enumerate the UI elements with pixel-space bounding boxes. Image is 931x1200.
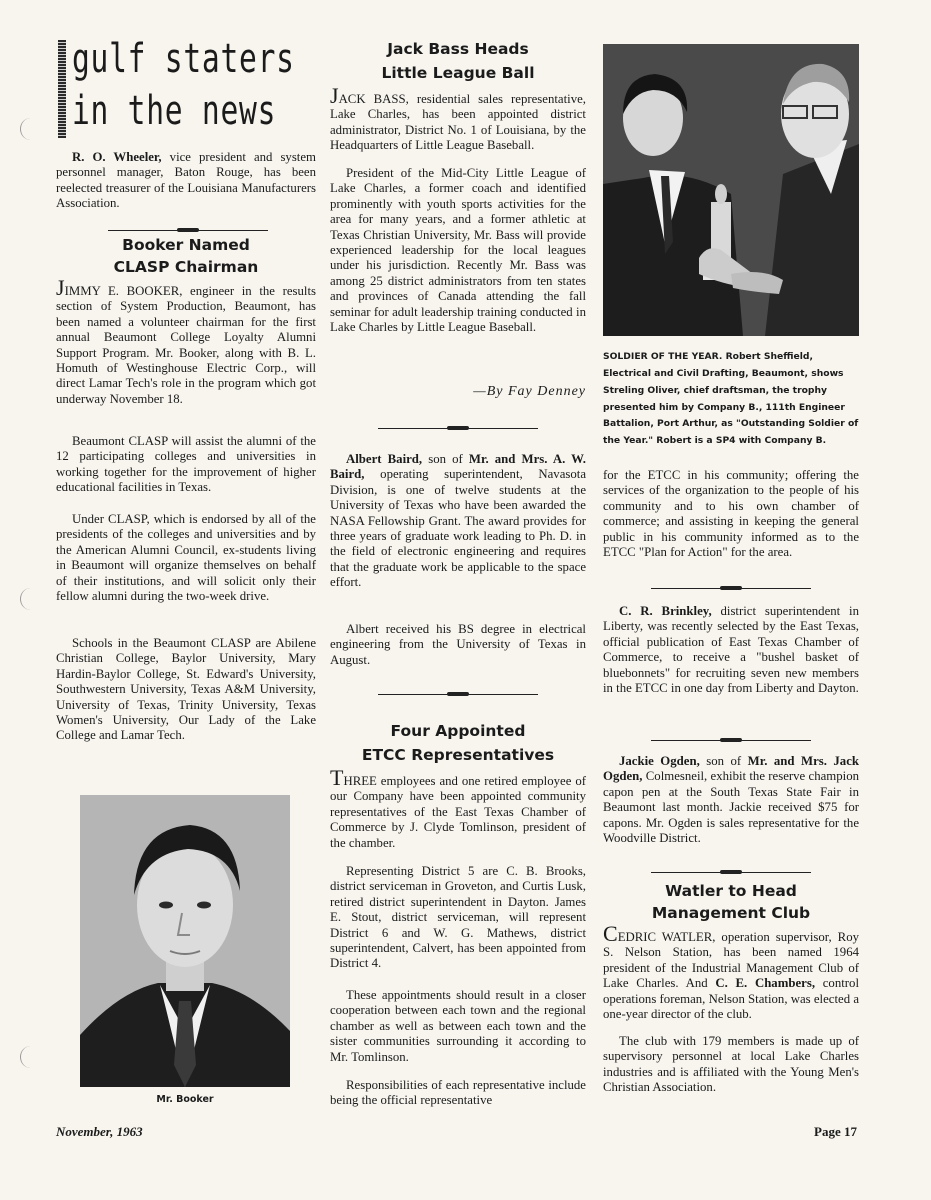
booker-paragraph-3: Under CLASP, which is endorsed by all of the presidents of the colleges and universities and by the American Alumni Council, ex-students living in Beaumont will organize themselves on behalf of their institutions, and will solicit only their fellow alumni during the two-week drive. xyxy=(56,512,316,604)
bass-byline: —By Fay Denney xyxy=(473,384,586,399)
binder-hole xyxy=(20,1046,41,1068)
ogden-paragraph xyxy=(603,754,859,846)
ogden-parents: Mr. and Mrs. Jack Ogden, xyxy=(603,754,860,784)
divider xyxy=(651,872,811,873)
baird-mid: son of xyxy=(422,452,469,466)
baird-paragraph-1 xyxy=(330,452,586,591)
booker-paragraph-1: JIMMY E. BOOKER, engineer in the results section of System Production, Beaumont, has been named a volunteer chairman for the first annual Beaumont College Loyalty Alumni Support Program. Mr. Booker, along with B. L. Homuth of Westinghouse Electric Corp., will direct Lamar Tech's role in the program which got underway November 18. xyxy=(56,275,316,406)
bass-headline-2: Little League Ball xyxy=(381,64,535,82)
wheeler-paragraph xyxy=(56,150,316,212)
watler-text-a: CEDRIC WATLER, operation supervisor, Roy S. Nelson Station, has been named 1964 president of the Industrial Management Club of Lake Charles. And xyxy=(603,921,859,991)
etcc-paragraph-4: Responsibilities of each representative include being the official representative xyxy=(330,1078,586,1108)
masthead-line-1: gulf staters xyxy=(72,36,295,82)
bass-paragraph-1: JACK BASS, residential sales representative, Lake Charles, has been appointed district administrator, District No. 1 of Louisiana, by the Headquarters of Little League Baseball. xyxy=(330,83,586,153)
divider xyxy=(651,740,811,741)
divider xyxy=(108,230,268,231)
etcc-paragraph-3: These appointments should result in a closer cooperation between each town and the regional chamber as well as between each town and the sister communities surrounding it according to Mr. Tomlinson. xyxy=(330,988,586,1064)
watler-chambers: C. E. Chambers, xyxy=(715,976,816,991)
baird-text: operating superintendent, Navasota Division, is one of twelve students at the University of Texas who have been awarded the NASA Fellowship Grant. The award provides for three years of graduate work leading to Ph. D. in the field of electronic engineering and requires that the graduate work be applicable to the space effort. xyxy=(330,467,586,590)
booker-photo-caption: Mr. Booker xyxy=(156,1094,214,1105)
booker-portrait xyxy=(80,795,290,1087)
divider xyxy=(378,428,538,429)
etcc-paragraph-1: THREE employees and one retired employee of our Company have been appointed community representatives of the East Texas Chamber of Commerce by J. Clyde Tomlinson, president of the chamber. xyxy=(330,765,586,850)
masthead-line-2: in the news xyxy=(72,88,277,134)
booker-headline-2: CLASP Chairman xyxy=(113,258,259,276)
baird-name: Albert Baird, xyxy=(346,452,423,466)
watler-paragraph-1 xyxy=(603,921,859,1022)
brinkley-paragraph xyxy=(603,604,859,696)
footer-page-number: Page 17 xyxy=(814,1124,857,1139)
etcc-headline-2: ETCC Representatives xyxy=(361,746,555,764)
soldier-photo xyxy=(603,44,859,336)
watler-text-b: control operations foreman, Nelson Station, was elected a one-year director of the club. xyxy=(603,976,859,1022)
bass-headline-1: Jack Bass Heads xyxy=(387,40,529,58)
brinkley-text: district superintendent in Liberty, was recently selected by the East Texas, official publication of East Texas Chamber of Commerce, to receive a "bushel basket of bluebonnets" for recruiting seven new members in the ETCC in one day from Liberty and Dayton. xyxy=(603,604,859,696)
divider xyxy=(651,588,811,589)
wheeler-name: R. O. Wheeler, xyxy=(72,150,162,164)
ogden-name: Jackie Ogden, xyxy=(619,754,700,768)
etcc-paragraph-5: for the ETCC in his community; offering the services of the organization to the people of his community and to his own chamber of commerce; and assisting in keeping the general public in his community informed as to the ETCC "Plan for Action" for the area. xyxy=(603,468,859,560)
etcc-headline-1: Four Appointed xyxy=(390,722,526,740)
divider xyxy=(378,694,538,695)
ogden-mid: son of xyxy=(699,754,748,768)
booker-paragraph-2: Beaumont CLASP will assist the alumni of the 12 participating colleges and universities in working together for the improvement of higher educational facilities in Texas. xyxy=(56,434,316,495)
binder-hole xyxy=(20,118,41,140)
etcc-paragraph-2: Representing District 5 are C. B. Brooks, district serviceman in Groveton, and Curtis Lusk, retired district superintendent in Dayton. James E. Stout, district serviceman, will represent District 6 and W. G. Mathews, district superintendent, Calvert, has been appointed from District 4. xyxy=(330,864,586,971)
booker-paragraph-4: Schools in the Beaumont CLASP are Abilene Christian College, Baylor University, Mary Hardin-Baylor College, St. Edward's University, Southwestern University, Texas A&M University, University of Texas, Trinity University, Texas Women's University, Our Lady of the Lake College and Lamar Tech. xyxy=(56,636,316,743)
watler-headline-2: Management Club xyxy=(651,904,811,922)
masthead-bar xyxy=(58,40,66,138)
booker-headline-1: Booker Named xyxy=(122,236,250,254)
brinkley-name: C. R. Brinkley, xyxy=(619,604,712,618)
baird-parents: Mr. and Mrs. A. W. Baird, xyxy=(330,452,586,482)
baird-paragraph-2: Albert received his BS degree in electrical engineering from the University of Texas in August. xyxy=(330,622,586,667)
wheeler-text: vice president and system personnel manager, Baton Rouge, has been reelected treasurer of the Louisiana Manufacturers Association. xyxy=(56,150,316,211)
footer-date: November, 1963 xyxy=(56,1124,143,1139)
watler-headline-1: Watler to Head xyxy=(665,882,797,900)
watler-paragraph-2: The club with 179 members is made up of supervisory personnel at local Lake Charles industries and is affiliated with the Young Men's Christian Association. xyxy=(603,1034,859,1095)
soldier-caption: SOLDIER OF THE YEAR. Robert Sheffield, Electrical and Civil Drafting, Beaumont, shows Streling Oliver, chief draftsman, the trophy presented him by Company B., 111th Engineer Battalion, Port Arthur, as "Outstanding Soldier of the Year." Robert is a SP4 with Company B. xyxy=(603,351,859,447)
booker-photo xyxy=(80,795,290,1087)
bass-paragraph-2: President of the Mid-City Little League of Lake Charles, a former coach and identified prominently with youth sports activities for the area for many years, and a former athletic at Texas Christian University, Mr. Bass will provide experienced leadership for the local leagues under his jurisdiction. Recently Mr. Bass was among 25 district administrators from ten states and provinces of Canada attending the fall seminar for adult leadership training conducted in Lake Charles by Little League Baseball. xyxy=(330,166,586,335)
soldier-scene xyxy=(603,44,859,336)
ogden-text: Colmesneil, exhibit the reserve champion capon pen at the South Texas State Fair in Beaumont last month. Jackie received $75 for capons. Mr. Ogden is sales representative for the Woodville District. xyxy=(603,769,859,846)
binder-hole xyxy=(20,588,41,610)
masthead xyxy=(56,36,316,144)
